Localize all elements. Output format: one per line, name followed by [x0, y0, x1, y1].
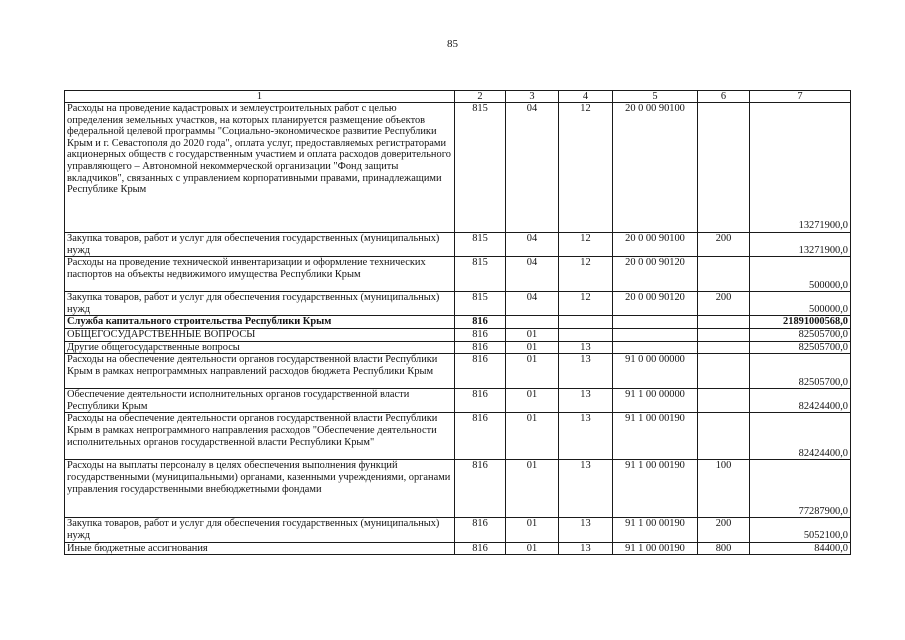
- target-article-cell: 20 0 00 90120: [613, 292, 698, 316]
- column-header: 5: [613, 91, 698, 103]
- target-article-cell: 91 0 00 00000: [613, 354, 698, 389]
- expense-name-cell: Обеспечение деятельности исполнительных органов государственной власти Республики Крым: [65, 389, 455, 413]
- subsection-code-cell: [559, 316, 613, 329]
- section-code-cell: 01: [506, 354, 559, 389]
- subsection-code-cell: 13: [559, 354, 613, 389]
- department-code-cell: 816: [455, 328, 506, 341]
- target-article-cell: [613, 316, 698, 329]
- budget-table: [64, 90, 851, 555]
- section-code-cell: 01: [506, 518, 559, 542]
- department-code-cell: 816: [455, 518, 506, 542]
- header-row: [65, 91, 851, 103]
- section-code-cell: 01: [506, 460, 559, 518]
- subsection-code-cell: 13: [559, 518, 613, 542]
- expense-type-cell: 200: [698, 518, 750, 542]
- expense-type-cell: [698, 257, 750, 292]
- amount-cell: 77287900,0: [750, 460, 851, 518]
- target-article-cell: 91 1 00 00190: [613, 460, 698, 518]
- department-code-cell: 816: [455, 341, 506, 354]
- department-code-cell: 816: [455, 389, 506, 413]
- subsection-code-cell: 12: [559, 103, 613, 233]
- expense-type-cell: [698, 103, 750, 233]
- department-code-cell: 816: [455, 542, 506, 555]
- subsection-code-cell: 12: [559, 257, 613, 292]
- section-code-cell: 01: [506, 542, 559, 555]
- column-header: 3: [506, 91, 559, 103]
- department-code-cell: 815: [455, 292, 506, 316]
- column-header: 6: [698, 91, 750, 103]
- section-code-cell: 01: [506, 328, 559, 341]
- amount-cell: 82505700,0: [750, 354, 851, 389]
- table-row: [65, 389, 851, 413]
- target-article-cell: 91 1 00 00000: [613, 389, 698, 413]
- section-code-cell: 04: [506, 292, 559, 316]
- column-header: 1: [65, 91, 455, 103]
- amount-cell: 82424400,0: [750, 413, 851, 460]
- amount-cell: 5052100,0: [750, 518, 851, 542]
- column-header: 2: [455, 91, 506, 103]
- department-code-cell: 816: [455, 413, 506, 460]
- table-row: [65, 328, 851, 341]
- column-header: 4: [559, 91, 613, 103]
- table-row: [65, 233, 851, 257]
- department-code-cell: 815: [455, 257, 506, 292]
- expense-name-cell: Расходы на обеспечение деятельности органов государственной власти Республики Крым в рамках непрограммных направлений расходов бюджета Республики Крым: [65, 354, 455, 389]
- expense-type-cell: [698, 354, 750, 389]
- amount-cell: 21891000568,0: [750, 316, 851, 329]
- table-row: [65, 316, 851, 329]
- department-code-cell: 816: [455, 354, 506, 389]
- department-code-cell: 815: [455, 103, 506, 233]
- expense-type-cell: [698, 341, 750, 354]
- amount-cell: 82505700,0: [750, 341, 851, 354]
- expense-name-cell: Служба капитального строительства Республики Крым: [65, 316, 455, 329]
- expense-type-cell: [698, 316, 750, 329]
- amount-cell: 13271900,0: [750, 233, 851, 257]
- table-row: [65, 103, 851, 233]
- expense-name-cell: Расходы на проведение кадастровых и землеустроительных работ с целью определения земельных участков, на которых планируется размещение объектов федеральной целевой программы "Социально-экономическое развитие Республики Крым и г. Севастополя до 2020 года", оплата услуг, предоставляемых регистраторами акционерных обществ с государственным участием и оплата расходов доверительного управляющего – Автономной некоммерческой организации "Фонд защиты вкладчиков", связанных с управлением корпоративными правами, принадлежащими Республике Крым: [65, 103, 455, 233]
- expense-name-cell: Иные бюджетные ассигнования: [65, 542, 455, 555]
- target-article-cell: 20 0 00 90100: [613, 233, 698, 257]
- page-number: 85: [447, 38, 458, 50]
- subsection-code-cell: 12: [559, 233, 613, 257]
- expense-type-cell: [698, 328, 750, 341]
- target-article-cell: 20 0 00 90100: [613, 103, 698, 233]
- subsection-code-cell: 13: [559, 413, 613, 460]
- expense-type-cell: 100: [698, 460, 750, 518]
- section-code-cell: [506, 316, 559, 329]
- target-article-cell: 20 0 00 90120: [613, 257, 698, 292]
- department-code-cell: 816: [455, 316, 506, 329]
- expense-type-cell: 200: [698, 292, 750, 316]
- subsection-code-cell: 13: [559, 542, 613, 555]
- expense-name-cell: Закупка товаров, работ и услуг для обеспечения государственных (муниципальных) нужд: [65, 518, 455, 542]
- expense-type-cell: 200: [698, 233, 750, 257]
- amount-cell: 82505700,0: [750, 328, 851, 341]
- expense-name-cell: Закупка товаров, работ и услуг для обеспечения государственных (муниципальных) нужд: [65, 233, 455, 257]
- subsection-code-cell: 13: [559, 460, 613, 518]
- expense-name-cell: Расходы на проведение технической инвентаризации и оформление технических паспортов на объекты недвижимого имущества Республики Крым: [65, 257, 455, 292]
- table-row: [65, 542, 851, 555]
- amount-cell: 13271900,0: [750, 103, 851, 233]
- department-code-cell: 816: [455, 460, 506, 518]
- target-article-cell: 91 1 00 00190: [613, 542, 698, 555]
- section-code-cell: 01: [506, 389, 559, 413]
- table-row: [65, 341, 851, 354]
- amount-cell: 82424400,0: [750, 389, 851, 413]
- table-row: [65, 518, 851, 542]
- subsection-code-cell: 12: [559, 292, 613, 316]
- target-article-cell: 91 1 00 00190: [613, 413, 698, 460]
- amount-cell: 500000,0: [750, 257, 851, 292]
- department-code-cell: 815: [455, 233, 506, 257]
- expense-type-cell: [698, 413, 750, 460]
- target-article-cell: [613, 341, 698, 354]
- expense-type-cell: [698, 389, 750, 413]
- expense-name-cell: Расходы на выплаты персоналу в целях обеспечения выполнения функций государственными (муниципальными) органами, казенными учреждениями, органами управления государственными внебюджетными фондами: [65, 460, 455, 518]
- section-code-cell: 04: [506, 103, 559, 233]
- column-header: 7: [750, 91, 851, 103]
- section-code-cell: 04: [506, 233, 559, 257]
- expense-type-cell: 800: [698, 542, 750, 555]
- section-code-cell: 01: [506, 341, 559, 354]
- table-row: [65, 354, 851, 389]
- expense-name-cell: ОБЩЕГОСУДАРСТВЕННЫЕ ВОПРОСЫ: [65, 328, 455, 341]
- expense-name-cell: Другие общегосударственные вопросы: [65, 341, 455, 354]
- target-article-cell: [613, 328, 698, 341]
- expense-name-cell: Расходы на обеспечение деятельности органов государственной власти Республики Крым в рамках непрограммного направления расходов "Обеспечение деятельности исполнительных органов государственной власти Республики Крым": [65, 413, 455, 460]
- subsection-code-cell: 13: [559, 341, 613, 354]
- subsection-code-cell: 13: [559, 389, 613, 413]
- subsection-code-cell: [559, 328, 613, 341]
- table-row: [65, 460, 851, 518]
- table-row: [65, 292, 851, 316]
- target-article-cell: 91 1 00 00190: [613, 518, 698, 542]
- expense-name-cell: Закупка товаров, работ и услуг для обеспечения государственных (муниципальных) нужд: [65, 292, 455, 316]
- amount-cell: 84400,0: [750, 542, 851, 555]
- amount-cell: 500000,0: [750, 292, 851, 316]
- section-code-cell: 04: [506, 257, 559, 292]
- section-code-cell: 01: [506, 413, 559, 460]
- table-row: [65, 413, 851, 460]
- table-row: [65, 257, 851, 292]
